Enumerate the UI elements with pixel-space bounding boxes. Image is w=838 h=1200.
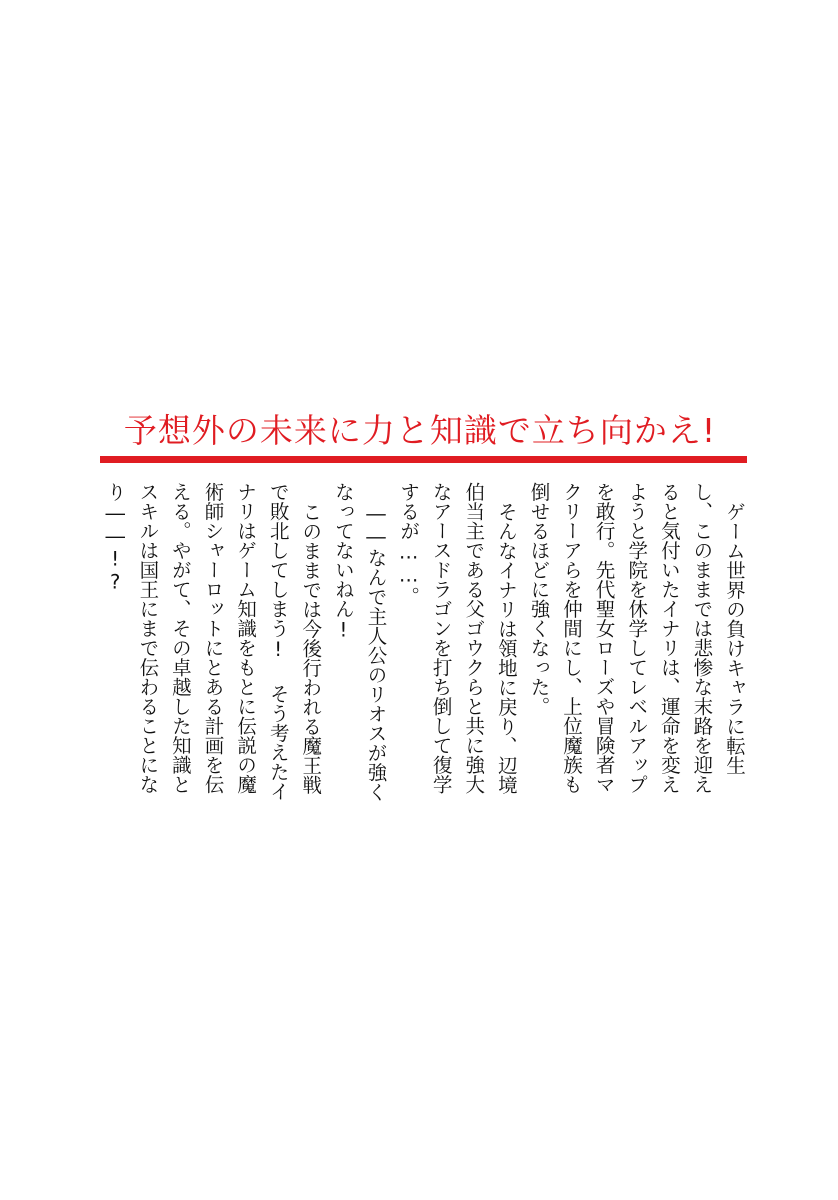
headline-divider bbox=[100, 456, 747, 463]
synopsis bbox=[98, 482, 750, 810]
synopsis-paragraph-1: ゲーム世界の負けキャラに転生し、このままでは悲惨な末路を迎えると気付いたイナリは、運命を変えようと学院を休学してレベルアップを敢行。先代聖女ローズや冒険者マクリーアらを仲間にし、上位魔族も倒せるほどに強くなった。 bbox=[527, 482, 746, 794]
synopsis-paragraph-2: そんなイナリは領地に戻り、辺境伯当主である父ゴウクらと共に強大なアースドラゴンを打ち倒して復学するが……。 bbox=[397, 482, 518, 794]
synopsis-paragraph-4: このままでは今後行われる魔王戦で敗北してしまう! そう考えたイナリはゲーム知識をもとに伝説の魔術師シャーロットにとある計画を伝える。やがて、その卓越した知識とスキルは国王にまで伝わることになり――!? bbox=[103, 482, 323, 801]
headline: 予想外の未来に力と知識で立ち向かえ! bbox=[123, 411, 717, 450]
synopsis-paragraph-3: ――なんで主人公のリオスが強くなってないねん! bbox=[331, 482, 388, 801]
